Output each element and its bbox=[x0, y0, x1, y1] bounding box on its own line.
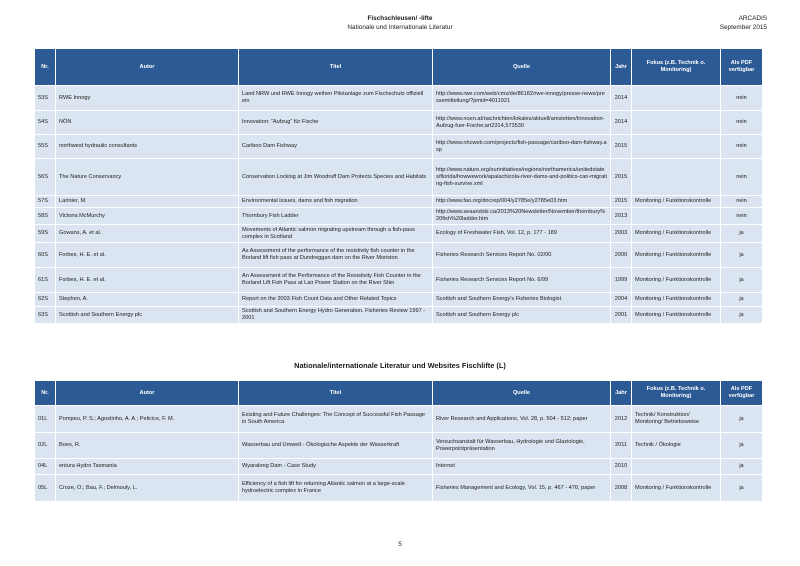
table-header-row bbox=[35, 49, 763, 86]
cell-autor: Pompeu, P. S.; Agostinho, A. A.; Pelicice, F. M. bbox=[56, 406, 239, 433]
cell-autor: Scottish and Southern Energy plc bbox=[56, 307, 239, 324]
cell-fokus bbox=[632, 111, 721, 135]
cell-quelle: Internet bbox=[433, 459, 611, 475]
cell-titel: Land NRW und RWE Innogy weihen Pilotanlage zum Fischschutz offiziell ein bbox=[239, 86, 433, 111]
cell-titel: Wyaralong Dam - Case Study bbox=[239, 459, 433, 475]
cell-nr: 54S bbox=[35, 111, 56, 135]
cell-fokus: Monitoring / Funktionskontrolle bbox=[632, 268, 721, 293]
cell-quelle: http://www.fao.org/docrep/004/y2785e/y2785e03.htm bbox=[433, 196, 611, 208]
col-header-jahr: Jahr bbox=[611, 49, 632, 86]
cell-pdf: nein bbox=[721, 135, 763, 159]
table-row bbox=[35, 159, 763, 196]
col-header-fokus: Fokus (z.B. Technik o. Monitoring) bbox=[632, 381, 721, 406]
cell-pdf: ja bbox=[721, 406, 763, 433]
cell-jahr: 2001 bbox=[611, 307, 632, 324]
cell-titel: As Assessment of the performance of the resistivity fish counter in the Borland lift fish pass at Dundreggan dam on the River Moriston bbox=[239, 243, 433, 268]
cell-fokus: Monitoring / Funktionskontrolle bbox=[632, 225, 721, 243]
cell-autor: Croze, O.; Bau, F.; Delmouly, L. bbox=[56, 475, 239, 502]
cell-titel: Scottish and Southern Energy Hydro Generation. Fisheries Review 1997 - 2001 bbox=[239, 307, 433, 324]
cell-fokus: Technik/ Konstruktion/ Monitoring/ Betriebsweise bbox=[632, 406, 721, 433]
cell-fokus: Monitoring / Funktionskontrolle bbox=[632, 293, 721, 307]
cell-nr: 53S bbox=[35, 86, 56, 111]
cell-jahr: 2011 bbox=[611, 433, 632, 459]
col-header-quelle: Quelle bbox=[433, 49, 611, 86]
col-header-pdf: Als PDF verfügbar bbox=[721, 381, 763, 406]
cell-autor: entura Hydro Tasmania bbox=[56, 459, 239, 475]
cell-autor: Larinier, M. bbox=[56, 196, 239, 208]
col-header-nr: Nr. bbox=[35, 49, 56, 86]
header-subtitle: Nationale und Internationale Literatur bbox=[347, 23, 453, 31]
cell-titel: Thornbury Fish Ladder bbox=[239, 208, 433, 225]
cell-jahr: 2004 bbox=[611, 293, 632, 307]
literature-table-l bbox=[34, 380, 763, 502]
cell-nr: 57S bbox=[35, 196, 56, 208]
cell-jahr: 2008 bbox=[611, 475, 632, 502]
cell-pdf: ja bbox=[721, 433, 763, 459]
cell-titel: Innovation: "Aufzug" für Fische bbox=[239, 111, 433, 135]
cell-quelle: River Research and Applications, Vol. 28, p. 504 - 512; paper bbox=[433, 406, 611, 433]
page-number: 5 bbox=[398, 541, 402, 548]
cell-titel: Efficiency of a fish lift for returning Atlantic salmon at a large-scale hydroelectric complex in France bbox=[239, 475, 433, 502]
cell-fokus bbox=[632, 159, 721, 196]
table-row bbox=[35, 433, 763, 459]
table-row bbox=[35, 406, 763, 433]
cell-jahr: 2000 bbox=[611, 243, 632, 268]
table-row bbox=[35, 307, 763, 324]
cell-pdf: ja bbox=[721, 459, 763, 475]
cell-quelle: Ecology of Freshwater Fish, Vol. 12, p. 177 - 189 bbox=[433, 225, 611, 243]
col-header-quelle: Quelle bbox=[433, 381, 611, 406]
col-header-pdf: Als PDF verfügbar bbox=[721, 49, 763, 86]
cell-jahr: 1999 bbox=[611, 268, 632, 293]
table-row bbox=[35, 459, 763, 475]
cell-quelle: http://www.nature.org/ourinitiatives/regions/northamerica/unitedstates/florida/howwework/apalachicola-river-dams-and-politics-can-migrating-fish-survive.xml bbox=[433, 159, 611, 196]
cell-nr: 01L bbox=[35, 406, 56, 433]
col-header-fokus: Fokus (z.B. Technik o. Monitoring) bbox=[632, 49, 721, 86]
cell-titel: Environmental issues, dams and fish migration bbox=[239, 196, 433, 208]
header-right bbox=[720, 15, 767, 32]
cell-pdf: nein bbox=[721, 208, 763, 225]
cell-nr: 62S bbox=[35, 293, 56, 307]
cell-fokus bbox=[632, 208, 721, 225]
table-row bbox=[35, 225, 763, 243]
cell-nr: 59S bbox=[35, 225, 56, 243]
cell-quelle: http://www.noen.at/nachrichten/lokales/aktuell/amstetten/Innovation-Aufzug-fuer-Fische;art2314,573530 bbox=[433, 111, 611, 135]
cell-autor: The Nature Conservancy bbox=[56, 159, 239, 196]
cell-pdf: ja bbox=[721, 293, 763, 307]
table-header-row bbox=[35, 381, 763, 406]
cell-quelle: http://www.rwe.com/web/cms/de/86182/rwe-innogy/presse-news/pressemitteilung/?pmid=4011921 bbox=[433, 86, 611, 111]
page-header bbox=[0, 15, 800, 32]
cell-quelle: http://www.nhcweb.com/projects/fish-passage/cariboo-dam-fishway.asp bbox=[433, 135, 611, 159]
cell-fokus: Monitoring / Funktionskontrolle bbox=[632, 243, 721, 268]
cell-quelle: Scottish and Southern Energy's Fisheries Biologist bbox=[433, 293, 611, 307]
cell-autor: Boes, R. bbox=[56, 433, 239, 459]
cell-jahr: 2012 bbox=[611, 406, 632, 433]
cell-titel: Conservation Locking at Jim Woodruff Dam Protects Species and Habitats bbox=[239, 159, 433, 196]
table-row bbox=[35, 135, 763, 159]
cell-pdf: nein bbox=[721, 111, 763, 135]
col-header-nr: Nr. bbox=[35, 381, 56, 406]
table-row bbox=[35, 293, 763, 307]
cell-fokus: Technik / Ökologie bbox=[632, 433, 721, 459]
cell-titel: Report on the 2003 Fish Count Data and Other Related Topics bbox=[239, 293, 433, 307]
cell-pdf: ja bbox=[721, 243, 763, 268]
section-title-lifts: Nationale/internationale Literatur und Websites Fischlifte (L) bbox=[294, 361, 506, 370]
cell-fokus bbox=[632, 135, 721, 159]
cell-autor: northwest hydraulic consultants bbox=[56, 135, 239, 159]
cell-jahr: 2010 bbox=[611, 459, 632, 475]
table-row bbox=[35, 86, 763, 111]
cell-autor: Forbes, H. E. et al. bbox=[56, 243, 239, 268]
cell-fokus bbox=[632, 86, 721, 111]
cell-nr: 05L bbox=[35, 475, 56, 502]
col-header-jahr: Jahr bbox=[611, 381, 632, 406]
cell-nr: 58S bbox=[35, 208, 56, 225]
literature-table-s bbox=[34, 48, 763, 324]
header-date: September 2015 bbox=[719, 23, 767, 31]
cell-autor: Forbes, H. E. et al. bbox=[56, 268, 239, 293]
cell-autor: Victoria McMurchy bbox=[56, 208, 239, 225]
cell-nr: 02L bbox=[35, 433, 56, 459]
cell-pdf: nein bbox=[721, 86, 763, 111]
header-title: Fischschleusen/ -lifte bbox=[367, 15, 433, 22]
table-row bbox=[35, 268, 763, 293]
col-header-autor: Autor bbox=[56, 49, 239, 86]
cell-titel: Wasserbau und Umwelt - Ökologische Aspekte der Wasserkraft bbox=[239, 433, 433, 459]
col-header-titel: Titel bbox=[239, 381, 433, 406]
table-row bbox=[35, 208, 763, 225]
cell-jahr: 2014 bbox=[611, 86, 632, 111]
cell-pdf: ja bbox=[721, 307, 763, 324]
cell-quelle: Versuchsanstalt für Wasserbau, Hydrologie und Glaziologie, Powerpointpräsentation bbox=[433, 433, 611, 459]
cell-jahr: 2015 bbox=[611, 196, 632, 208]
cell-jahr: 2014 bbox=[611, 111, 632, 135]
cell-fokus bbox=[632, 459, 721, 475]
cell-fokus: Monitoring / Funktionskontrolle bbox=[632, 196, 721, 208]
table-row bbox=[35, 111, 763, 135]
cell-titel: An Assessment of the Performance of the Resistivity Fish Counter in the Borland Lift Fish Pass at Lair Power Station on the River Shin bbox=[239, 268, 433, 293]
col-header-titel: Titel bbox=[239, 49, 433, 86]
cell-jahr: 2015 bbox=[611, 135, 632, 159]
company-name: ARCADIS bbox=[738, 15, 767, 22]
cell-quelle: http://www.seaandski.ca/2013%20Newsletter/November/thornbury%20fish%20ladder.htm bbox=[433, 208, 611, 225]
cell-fokus: Monitoring / Funktionskontrolle bbox=[632, 475, 721, 502]
cell-nr: 55S bbox=[35, 135, 56, 159]
cell-autor: RWE Innogy bbox=[56, 86, 239, 111]
cell-nr: 60S bbox=[35, 243, 56, 268]
cell-nr: 61S bbox=[35, 268, 56, 293]
cell-fokus: Monitoring / Funktionskontrolle bbox=[632, 307, 721, 324]
cell-nr: 63S bbox=[35, 307, 56, 324]
cell-jahr: 2015 bbox=[611, 159, 632, 196]
cell-pdf: ja bbox=[721, 225, 763, 243]
table-row bbox=[35, 475, 763, 502]
table-row bbox=[35, 196, 763, 208]
cell-quelle: Fisheries Research Services Report No. 02/00 bbox=[433, 243, 611, 268]
cell-nr: 04L bbox=[35, 459, 56, 475]
cell-autor: Stephen, A. bbox=[56, 293, 239, 307]
cell-pdf: nein bbox=[721, 159, 763, 196]
cell-titel: Existing and Future Challenges: The Concept of Successful Fish Passage in South America bbox=[239, 406, 433, 433]
cell-quelle: Fisheries Management and Ecology, Vol. 15, p. 467 - 476; paper bbox=[433, 475, 611, 502]
cell-pdf: ja bbox=[721, 475, 763, 502]
cell-titel: Movements of Atlantic salmon migrating upstream through a fish-pass complex in Scotland bbox=[239, 225, 433, 243]
cell-autor: NÖN bbox=[56, 111, 239, 135]
cell-nr: 56S bbox=[35, 159, 56, 196]
col-header-autor: Autor bbox=[56, 381, 239, 406]
cell-jahr: 2003 bbox=[611, 225, 632, 243]
cell-pdf: ja bbox=[721, 268, 763, 293]
cell-titel: Cariboo Dam Fishway bbox=[239, 135, 433, 159]
cell-quelle: Scottish and Southern Energy plc bbox=[433, 307, 611, 324]
cell-jahr: 2013 bbox=[611, 208, 632, 225]
cell-pdf: nein bbox=[721, 196, 763, 208]
table-row bbox=[35, 243, 763, 268]
cell-autor: Gowans, A. et al. bbox=[56, 225, 239, 243]
cell-quelle: Fisheries Research Services Report No. 6/99 bbox=[433, 268, 611, 293]
